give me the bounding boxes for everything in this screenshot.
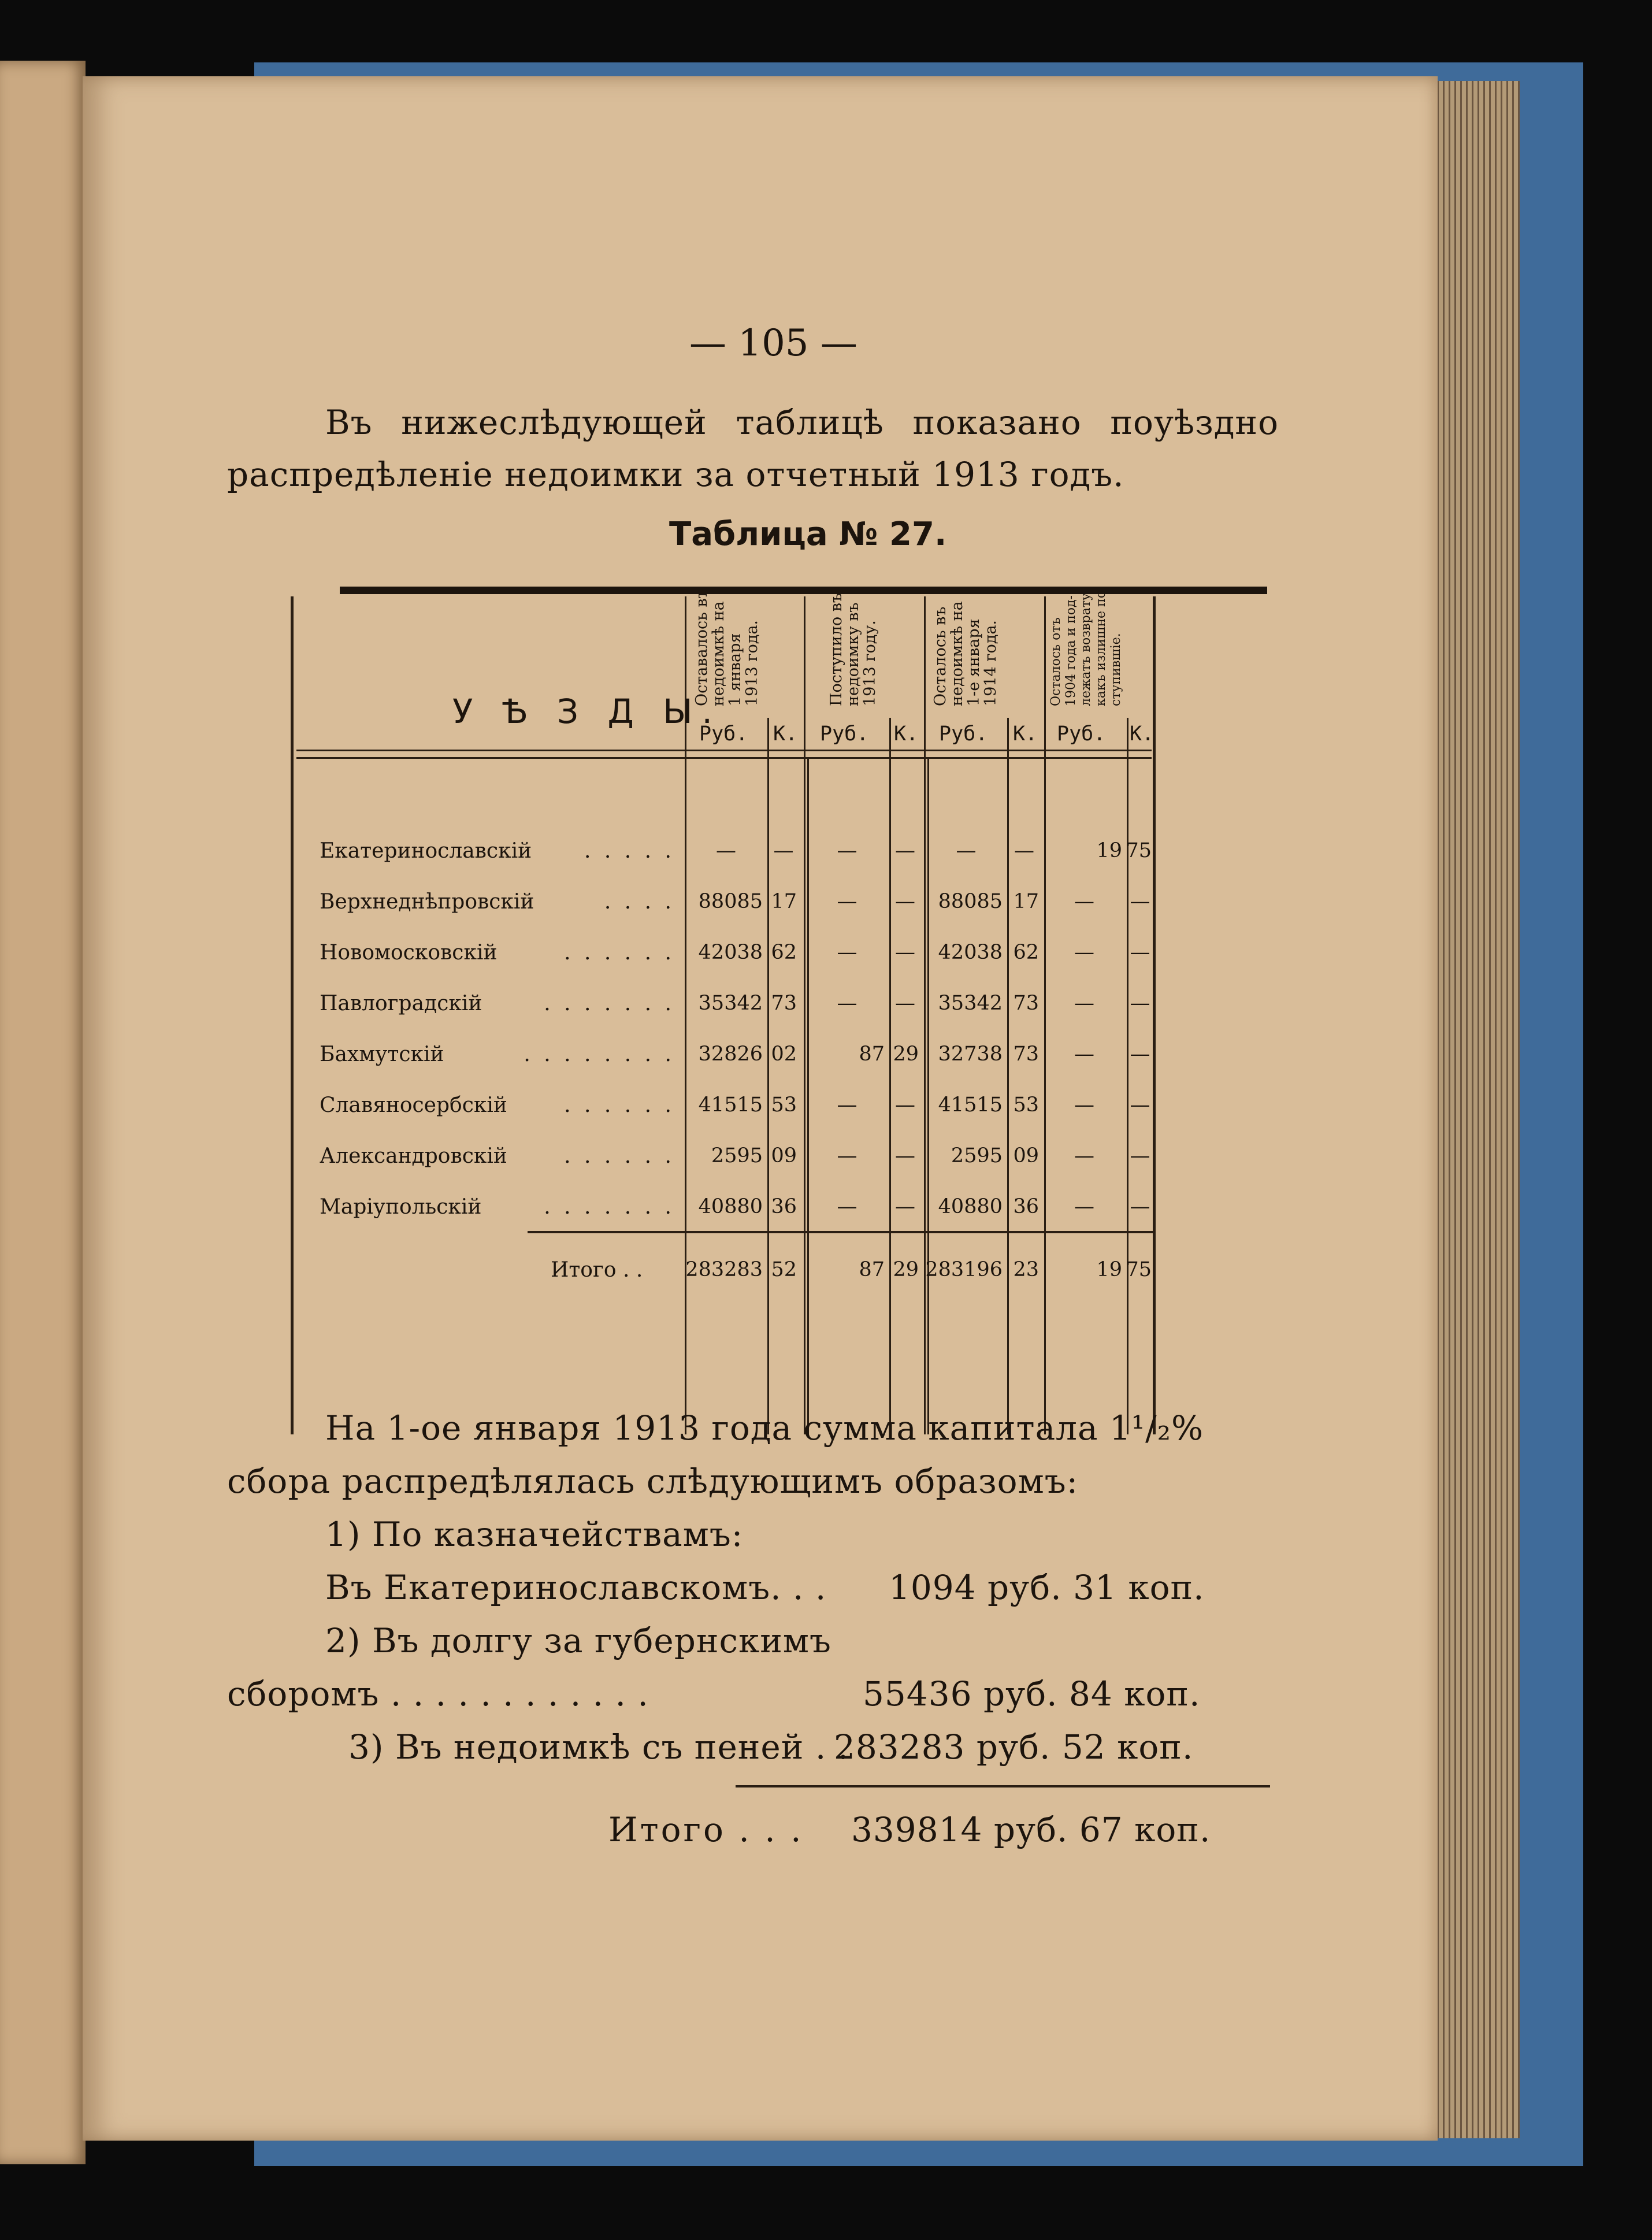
table-cell: — [773,839,794,862]
row-leader-dots: . . . . . . . [544,992,675,1015]
col-sep [1007,718,1009,1434]
page-number: — 105 — [689,322,857,365]
table-cell: 41515 [698,1093,763,1117]
table-cell: 73 [1013,1043,1039,1066]
table-cell: — [1130,1195,1150,1218]
column-group-4-header [1049,587,1124,706]
row-leader-dots: . . . . . . . [544,1195,675,1219]
table-cell: — [1130,992,1150,1015]
table-cell: 62 [1013,941,1039,964]
table-cell: — [716,839,736,862]
total-cell: 23 [1013,1258,1039,1281]
total-cell: 87 [859,1258,885,1281]
table-cell: 40880 [938,1195,1003,1218]
grand-total-label: Итого . . . [608,1810,804,1849]
item-3-amount: 283283 руб. 52 коп. [834,1727,1194,1767]
header-line: 1904 года и под- [1064,595,1078,706]
row-leader-dots: . . . . . . . . [524,1043,675,1066]
col-sep [889,718,891,1434]
unit-rub: Руб. [1057,722,1106,746]
col-sep [1044,596,1046,1434]
left-page-edge [0,61,86,2164]
table-cell: — [837,1144,857,1167]
table-cell: — [895,1093,915,1117]
total-cell: 52 [771,1258,797,1281]
header-line: 1913 году. [861,620,879,706]
table-cell: 88085 [938,890,1003,913]
table-cell: — [837,839,857,862]
table-cell: — [1014,839,1034,862]
row-name: Павлоградскій [320,992,482,1015]
header-line: недоимкѣ на [710,601,727,706]
col-sep [807,758,809,1434]
row-name: Екатеринославскій [320,839,532,863]
item-1-heading: 1) По казначействамъ: [325,1515,744,1554]
table-cell: — [895,941,915,964]
col-sep [924,596,926,1434]
table-cell: 73 [771,992,797,1015]
table-cell: 53 [771,1093,797,1117]
table-cell: 53 [1013,1093,1039,1117]
row-name: Славяносербскій [320,1093,507,1117]
header-line: Осталось въ [931,606,949,706]
capital-line-1 [325,1408,1204,1448]
total-cell: 19 [1096,1258,1122,1281]
table-cell: 02 [771,1043,797,1066]
table-cell: — [1074,941,1094,964]
table-cell: — [837,1093,857,1117]
table-cell: — [837,1195,857,1218]
header-line: 1913 года. [743,620,761,706]
table-cell: — [956,839,977,862]
row-name: Верхнеднѣпровскій [320,890,534,914]
table-cell: 87 [859,1043,885,1066]
header-rule [296,757,1152,759]
header-line: недоимкѣ на [948,601,966,706]
item-1-amount: 1094 руб. 31 коп. [889,1568,1205,1607]
table-cell: 19 [1096,839,1122,862]
col-sep [927,758,929,1434]
row-name: Маріупольскій [320,1195,482,1219]
table-cell: 17 [771,890,797,913]
header-line: 1-е января [965,618,983,706]
table-cell: — [1130,1144,1150,1167]
table-cell: 09 [1013,1144,1039,1167]
header-line: Осталось отъ [1049,617,1063,706]
table-cell: — [895,890,915,913]
unit-kop: К. [894,722,919,746]
header-line: какъ излишне по- [1094,586,1108,706]
table-cell: — [895,992,915,1015]
capital-fraction: ¹/₂% [1131,1408,1204,1448]
table-top-rule [340,587,1267,594]
row-name: Новомосковскій [320,941,498,965]
table-cell: — [1074,1195,1094,1218]
unit-rub: Руб. [699,722,748,746]
column-group-2-header [828,593,878,706]
row-name: Александровскій [320,1144,507,1168]
row-leader-dots: . . . . [604,890,675,914]
table-title: Таблица № 27. [669,516,947,553]
header-line: 1914 года. [982,620,1000,706]
table-cell: 73 [1013,992,1039,1015]
total-label: Итого . . [551,1258,643,1282]
table-cell: 2595 [711,1144,763,1167]
unit-kop: К. [1013,722,1038,746]
table-cell: — [1074,1144,1094,1167]
item-2-heading: 2) Въ долгу за губернскимъ [325,1621,831,1660]
intro-line-2: распредѣленіе недоимки за отчетный 1913 годъ. [227,455,1124,494]
col-sep [1127,718,1128,1434]
table-cell: 2595 [951,1144,1003,1167]
row-header-label: У Ѣ З Д Ы. [452,692,722,731]
table-cell: — [895,839,915,862]
total-cell: 283196 [925,1258,1003,1281]
table-cell: — [1130,1043,1150,1066]
total-rule [528,1231,1153,1233]
item-2-label: сборомъ . . . . . . . . . . . . [227,1674,649,1714]
table-cell: 29 [893,1043,919,1066]
column-group-1-header [693,588,760,706]
table-cell: 42038 [698,941,763,964]
column-group-3-header [932,601,999,706]
table-cell: 62 [771,941,797,964]
col-sep [767,718,769,1434]
table-cell: — [1074,890,1094,913]
header-rule [296,750,1152,751]
table-cell: 36 [771,1195,797,1218]
table-cell: 35342 [698,992,763,1015]
table-cell: — [1074,1093,1094,1117]
page-stack-edge [1433,81,1520,2138]
row-name: Бахмутскій [320,1043,444,1066]
table-cell: — [1074,992,1094,1015]
sum-rule [736,1785,1270,1787]
header-line: лежатъ возврату [1079,593,1093,706]
row-leader-dots: . . . . . . [564,941,675,965]
table-cell: 17 [1013,890,1039,913]
table-left-border [291,596,294,1434]
table-cell: 35342 [938,992,1003,1015]
table-cell: — [837,992,857,1015]
row-leader-dots: . . . . . [584,839,675,863]
col-sep [804,596,805,1434]
item-3-label: 3) Въ недоимкѣ съ пеней . . [348,1727,849,1767]
table-cell: 88085 [698,890,763,913]
item-2-amount: 55436 руб. 84 коп. [863,1674,1201,1714]
table-cell: 32738 [938,1043,1003,1066]
table-cell: 36 [1013,1195,1039,1218]
capital-line-2: сбора распредѣлялась слѣдующимъ образомъ: [227,1462,1079,1501]
total-cell: 75 [1126,1258,1152,1281]
book-page [83,76,1438,2141]
row-leader-dots: . . . . . . [564,1144,675,1168]
table-cell: 41515 [938,1093,1003,1117]
table-cell: 40880 [698,1195,763,1218]
table-cell: — [895,1195,915,1218]
table-cell: 42038 [938,941,1003,964]
table-cell: 32826 [698,1043,763,1066]
table-cell: — [895,1144,915,1167]
table-cell: — [1130,1093,1150,1117]
total-cell: 29 [893,1258,919,1281]
total-cell: 283283 [685,1258,763,1281]
grand-total-amount: 339814 руб. 67 коп. [851,1810,1211,1849]
row-leader-dots: . . . . . . [564,1093,675,1117]
header-line: Поступило въ [827,592,845,706]
table-cell: — [1130,890,1150,913]
capital-text: На 1-ое января 1913 года сумма капитала 1 [325,1408,1131,1448]
header-line: Оставалось въ [693,588,711,706]
header-line: ступившіе. [1109,633,1123,706]
item-1-label: Въ Екатеринославскомъ. . . [325,1568,827,1607]
table-cell: — [837,941,857,964]
header-line: 1 января [726,633,744,706]
table-cell: 09 [771,1144,797,1167]
table-cell: — [837,890,857,913]
table-cell: 75 [1126,839,1152,862]
intro-line-1: Въ нижеслѣдующей таблицѣ показано поуѣздно [325,403,1279,442]
unit-rub: Руб. [820,722,869,746]
header-line: недоимку въ [844,602,862,706]
table-cell: — [1130,941,1150,964]
table-cell: — [1074,1043,1094,1066]
unit-kop: К. [1130,722,1154,746]
unit-kop: К. [773,722,798,746]
unit-rub: Руб. [939,722,988,746]
